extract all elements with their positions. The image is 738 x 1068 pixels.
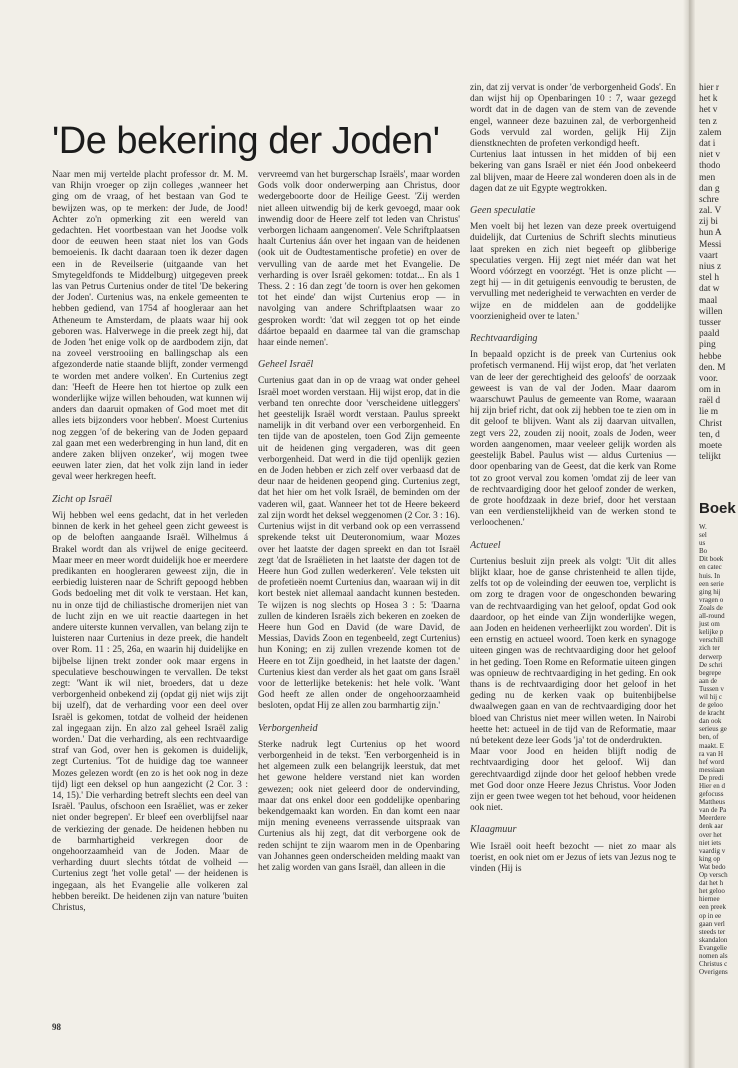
adjacent-page-small-line: wil hij c (699, 692, 722, 701)
adjacent-page-small-line: vaardig v (699, 846, 726, 855)
adjacent-page-line: paald (699, 329, 720, 340)
adjacent-page-line: maal (699, 295, 718, 306)
adjacent-page-heading: Boek (699, 500, 736, 517)
adjacent-page-small-line: van de Pa (699, 806, 727, 815)
adjacent-page-line: dat i (699, 138, 716, 149)
adjacent-page-small-line: derwerp (699, 652, 722, 661)
adjacent-page-line: ping (699, 340, 716, 351)
adjacent-page-line: stel h (699, 273, 720, 284)
adjacent-page-small-line: aan de (699, 676, 718, 685)
subheading-klaagmuur: Klaagmuur (470, 824, 517, 836)
adjacent-page-small-line: W. (699, 523, 707, 531)
adjacent-page-small-line: Mattheus (699, 798, 726, 807)
adjacent-page-small-line: hef word (699, 757, 725, 766)
adjacent-page-small-line: Op versch (699, 871, 728, 880)
adjacent-page-small-line: messiaan (699, 765, 725, 774)
adjacent-page-small-line: gefocuss (699, 790, 724, 799)
adjacent-page-line: lie m (699, 407, 719, 418)
adjacent-page-line: Messi (699, 239, 722, 250)
adjacent-page-small-text (699, 523, 738, 976)
adjacent-page-line: nius z (699, 262, 722, 272)
adjacent-page-line: zij bi (699, 217, 719, 228)
article-column-1 (52, 170, 248, 1000)
adjacent-page-small-line: Meerdere (699, 814, 726, 823)
adjacent-page-small-line: zich ter (699, 644, 720, 653)
adjacent-page-small-line: all-round (699, 612, 725, 621)
adjacent-page-small-line: ben, of (699, 733, 719, 742)
adjacent-page-line: voor. (699, 373, 719, 384)
adjacent-page-small-line: sel (699, 531, 707, 540)
adjacent-page-line: hebbe (699, 351, 722, 362)
adjacent-page-line: zal. V (699, 206, 722, 217)
adjacent-page-small-line: een preek (699, 903, 727, 912)
adjacent-page-small-line: de geloo (699, 701, 723, 710)
adjacent-page-small-line: Hier en d (699, 782, 726, 790)
adjacent-page-small-line: De schri (699, 660, 723, 669)
adjacent-page-small-line: het geloo (699, 887, 725, 896)
adjacent-page-line: vaart (699, 250, 718, 261)
adjacent-page-text (699, 83, 738, 463)
adjacent-page-line: willen (699, 306, 723, 317)
adjacent-page-small-line: dat het h (699, 879, 724, 888)
adjacent-page-small-line: verschill (699, 636, 724, 645)
paragraph: Maar voor Jood en heiden blijft nodig de rechtvaardiging door het geloof. Wij dan gerechtvaardigd zijnde door het geloof hebben vrede met God door onze Heere Jezus Christus. Voor Joden zijn er geen twee wegen tot het behoud, voor heidenen ook niet. (470, 747, 676, 814)
adjacent-page-line: zalem (699, 127, 722, 138)
adjacent-page-small-line: denk aar (699, 822, 723, 831)
paragraph: Men voelt bij het lezen van deze preek overtuigend duidelijk, dat Curtenius de Schrift slechts minutieus laat spreken en zich niet begeeft op glibberige speculaties vergen. Hij zegt niet méér dan wat het Woord vóórzegt en voorzégt. 'Het is onze plicht — zegt hij — in dit getuigenis eenvoudig te berusten, de vervulling met nederigheid te verwachten en verder de wijze en de middelen aan de goddelijke voorzienigheid over te laten.' (470, 222, 676, 322)
adjacent-page-small-line: hiernee (699, 895, 720, 904)
adjacent-page-small-line: Evangelie (699, 943, 727, 952)
paragraph: Wie Israël ooit heeft bezocht — niet zo maar als toerist, en ook niet om er Jezus of iets van Jezus nog te vinden (Hij is (470, 841, 676, 874)
adjacent-page-line: dan g (699, 183, 720, 194)
adjacent-page-small-line: Tussen v (699, 684, 724, 693)
adjacent-page-small-line: steeds ter (699, 927, 726, 936)
adjacent-page-line: den. M (699, 362, 726, 373)
adjacent-page-line: men (699, 172, 716, 183)
adjacent-page-small-line: huis. In (699, 571, 720, 580)
paragraph: In bepaald opzicht is de preek van Curtenius ook profetisch vermanend. Hij wijst erop, dat 'het verlaten van de leer der gerechtigheid des geloofs' de oorzaak geweest is van de val der Joden. Maar daarom waarschuwt Paulus de gemeente van Rome, waaraan hij zijn brief richt, dat ook zij hebben toe te zien om in dit geloof te blijven. Want als zij daarvan uitvallen, zegt vers 22, zouden zij nooit, zoals de Joden, weer worden aangenomen, maar veeleer gelijk worden als geestelijk Babel. Paulus wist — aldus Curtenius — door openbaring van de Geest, dat die kerk van Rome tot zo groot verval zou komen 'omdat zij de leer van de rechtvaardiging door het geloof zonder de werken, de grote hoofdzaak in deze brief, door het verstaan van een verdienstelijkheid van de werken stond te verloochenen.' (470, 350, 676, 529)
adjacent-page-line: raël d (699, 396, 721, 407)
subheading-geen-speculatie: Geen speculatie (470, 205, 536, 217)
adjacent-page-edge (695, 0, 738, 1068)
subheading-zicht-op-israel: Zicht op Israël (52, 493, 112, 505)
paragraph: vervreemd van het burgerschap Israëls', maar worden Gods volk door onderwerping aan Christus, door wedergeboorte door de Heilige Geest. 'Zij werden niet alleen uitwendig bij de kerk gevoegd, maar ook inwendig door de Heere zelf tot leden van Christus' verborgen lichaam aangenomen'. Vele Schriftplaatsen haalt Curtenius áán over het ingaan van de heidenen (ook uit de Oudtestamentische profetie) en over de vervulling van de aarde met het Evangelie. De verharding is over Israël gekomen: totdat... En als 1 Thess. 2 : 16 dan zegt 'de toorn is over hen gekomen tot het einde' dan wijst Curtenius erop — in navolging van andere Schriftplaatsen waar zo gesproken wordt: 'dat wil zeggen tot op het einde dáártoe bepaald en daarmee tal van die gramschap haar einde nemen'. (258, 170, 460, 349)
article-column-3 (470, 83, 676, 993)
subheading-verborgenheid: Verborgenheid (258, 722, 318, 734)
adjacent-page-small-line: Wat bedo (699, 862, 726, 871)
adjacent-page-line: thodo (699, 161, 721, 172)
paragraph: Sterke nadruk legt Curtenius op het woord verborgenheid in de tekst. 'Een verborgenheid is in het algemeen zulk een belangrijk leerstuk, dat met het gewone heldere verstand niet kan worden gewezen; ook niet geleerd door de ondervinding, maar dat ons enkel door een goddelijke openbaring bekendgemaakt kan worden. En dan komt een naar mijn mening eveneens verrassende uitspraak van Curtenius als hij zegt, dat dit verborgene ook de reden schijnt te zijn waarom men in de Openbaring van Johannes geen onderscheiden melding maakt van het zalig worden van gans Israël, dan alleen in die (258, 739, 460, 873)
article-title: 'De bekering der Joden' (52, 120, 440, 162)
adjacent-page-line: tusser (699, 317, 721, 328)
adjacent-page-small-line: serieus ge (699, 725, 727, 734)
adjacent-page-small-line: kelijke p (699, 628, 724, 637)
paragraph: Curtenius besluit zijn preek als volgt: 'Uit dit alles blijkt klaar, hoe de ganse christenheid te allen tijde, zelfs tot op de voleinding der eeuwen toe, verplicht is om zorg te dragen voor de ongeschonden bewaring van de rechtvaardiging van het geloof, opdat God ook daardoor, op het einde van Zijn wonderlijke wegen, aan Joden en heidenen verheerlijkt zou worden'. Dit is een ernstig en actueel woord. Toen kerk en synagoge uiteen gingen was de rechtvaardiging door het geloof in het geding. Toen Rome en Reformatie uiteen gingen was opnieuw de rechtvaardiging in het geding. En ook thans is de rechtvaardiging door het geloof in het geding nu de kerken vaak op buitenbijbelse dwaalwegen gaan en van de rechtvaardiging door het bloed van Christus niet meer willen weten. In Nairobi heette het: actueel in de tijd van de Reformatie, maar nú betekent deze leer Gods 'ja' tot de onderdrukten. (470, 556, 676, 746)
adjacent-page-small-line: op in ee (699, 911, 722, 920)
adjacent-page-line: ten z (699, 116, 717, 127)
adjacent-page-small-line: Dit boek (699, 555, 724, 564)
adjacent-page-small-line: Zoals de (699, 603, 723, 612)
book-gutter (683, 0, 695, 1068)
adjacent-page-small-line: gaan verl (699, 919, 725, 928)
adjacent-page-small-line: Bo (699, 547, 708, 556)
adjacent-page-small-line: skandalon (699, 935, 728, 944)
adjacent-page-small-line: De predi (699, 773, 724, 782)
subheading-rechtvaardiging: Rechtvaardiging (470, 333, 538, 345)
adjacent-page-small-line: ging hij (699, 587, 721, 596)
adjacent-page-line: het v (699, 105, 718, 116)
adjacent-page-line: telijkt (699, 452, 721, 463)
adjacent-page-small-line: Overigens (699, 968, 728, 977)
adjacent-page-line: niet v (699, 150, 721, 161)
adjacent-page-line: Christ (699, 418, 722, 429)
subheading-actueel: Actueel (470, 539, 501, 551)
adjacent-page-small-line: maakt. E (699, 741, 724, 750)
adjacent-page-line: schre (699, 194, 719, 205)
adjacent-page-small-line: nomen als (699, 951, 728, 960)
adjacent-page-line: dat w (699, 284, 720, 295)
adjacent-page-small-line: en catec (699, 563, 722, 572)
adjacent-page-line: hun A (699, 228, 722, 239)
adjacent-page-small-line: just om (699, 620, 720, 629)
adjacent-page-small-line: niet iets (699, 838, 721, 847)
adjacent-page-line: ten, d (699, 429, 720, 440)
adjacent-page-small-line: us (699, 539, 706, 548)
adjacent-page-small-line: de kracht (699, 709, 725, 718)
subheading-geheel-israel: Geheel Israël (258, 359, 314, 371)
adjacent-page-line: moete (699, 441, 722, 451)
paragraph: Curtenius laat intussen in het midden of bij een bekering van gans Israël er niet één Jood onbekeerd zal blijven, maar de Heere zal wonderen doen als in de dagen dat ze uit Egypte wegtrokken. (470, 150, 676, 194)
adjacent-page-small-line: king op (699, 854, 721, 863)
adjacent-page-line: om in (699, 385, 721, 396)
paragraph: Wij hebben wel eens gedacht, dat in het verleden binnen de kerk in het geheel geen zicht geweest is op de beloften aangaande Israël. Wilhelmus á Brakel wordt dan als vrijwel de enige geciteerd. Maar meer en meer wordt duidelijk hoe er meerdere predikanten en hoogleraren geweest zijn, die in eerbiedig luisteren naar de Schrift gepoogd hebben Gods bedoeling met dit volk te verstaan. Het kan, nu in onze tijd de chiliastische dromerijen niet van de lucht zijn en we uit reactie daartegen in het andere uiterste kunnen vervallen, van belang zijn te luisteren naar Curtenius in deze preek, die handelt over Rom. 11 : 25, 26a, en waarin hij duidelijke en bijbelse lijnen trekt zonder ook maar ergens in speculatieve beschouwingen te vervallen. De tekst zegt: 'Want ik wil niet, broeders, dat u deze verborgenheid onbekend zij (opdat gij niet wijs zijt bij uzelf), dat de verharding voor een deel over Israël is gekomen, totdat de volheid der heidenen zal ingegaan zijn. En alzo zal geheel Israël zalig worden.' Dat die verharding, als een rechtvaardige straf van God, over hen is gekomen is duidelijk, zegt Curtenius. 'Tot de huidige dag toe wanneer Mozes gelezen wordt (en zo is het ook nog in deze tijd) ligt een deksel op hun aangezicht (2 Cor. 3 : 14, 15).' Die verharding betreft slechts een deel van Israël. 'Paulus, ofschoon een Israëliet, was er zeker niet onder begrepen'. Er bleef een overblijfsel naar de verkiezing der genade. De heidenen hebben nu de barmhartigheid verkregen door de ongehoorzaamheid van de Joden. Maar de verharding duurt slechts tótdat de volheid — Curtenius zegt 'het volle getal' — der heidenen is ingegaan, als het Evangelie alle volkeren zal hebben bereikt. De heidenen zijn van nature 'buiten Christus, (52, 510, 248, 913)
adjacent-page-small-line: over het (699, 830, 722, 839)
adjacent-page-small-line: dan ook (699, 717, 722, 726)
adjacent-page-small-line: ra van H (699, 749, 724, 758)
adjacent-page-small-line: Christus c (699, 960, 728, 969)
paragraph: Naar men mij vertelde placht professor dr. M. M. van Rhijn vroeger op zijn colleges ,wanneer het ging om de vraag, of het bestaan van God te bewijzen was, op te merken: der Jude, de Jood! Achter zo'n opmerking zit een wereld van gedachten. Het voortbestaan van het Joodse volk door de eeuwen heen staat niet los van Gods bemoeienis. Ik dacht daaraan toen ik dezer dagen een in de Reveilserie (uitgaande van het Smytegeldfonds te Middelburg) uitgegeven preek las van Petrus Curtenius onder de titel 'De bekering der Joden'. Curtenius was, na enkele gemeenten te hebben gediend, van 1754 af hoogleraar aan het Atheneum te Amsterdam, de plaats waar hij ook geboren was. Halverwege in die preek zegt hij, dat de Joden 'het enige volk op de aardbodem zijn, dat na zoveel verstrooiing en ballingschap als een afgezonderde natie staande blijft, zonder vermengd te worden met andere volken'. En Curtenius zegt dan: 'Heeft de Heere hen tot hiertoe op zulk een wonderlijke wijze willen behouden, wat kunnen wij anders dan daaruit opmaken of God moet met dit alles iets bijzonders voor hebben'. Moest Curtenius nog zeggen 'of de bekering van de Joden gepaard zal gaan met een wederbrenging in hun land, dit en andere zaken blijven onzeker', wij mogen twee eeuwen later zien, dat het volk zijn land in ieder geval weer herkregen heeft. (52, 170, 248, 483)
paragraph: zin, dat zij vervat is onder 'de verborgenheid Gods'. En dan wijst hij op Openbaringen 10 : 7, waar gezegd wordt dat in de dagen van de stem van de zevende engel, wanneer deze bazuinen zal, de verborgenheid Gods vervuld zal worden, gelijk Hij Zijn dienstknechten de profeten verkondigd heeft. (470, 83, 676, 150)
page-number: 98 (52, 1022, 61, 1032)
article-column-2 (258, 170, 460, 1000)
adjacent-page-small-line: vragen o (699, 595, 724, 604)
adjacent-page-small-line: begrepe (699, 668, 722, 677)
paragraph: Curtenius gaat dan in op de vraag wat onder geheel Israël moet worden verstaan. Hij wijst erop, dat in die verband ten onrechte door 'verscheidene uitleggers' het geestelijk Israël wordt verstaan. Paulus spreekt namelijk in dit verband over een verborgenheid. En ten tijde van de apostelen, toen God Zijn gemeente uit de heidenen ging vergaderen, was dit geen verborgenheid. Dat werd in die tijd openlijk gezien en de Joden hebben er zich zelf over verbaasd dat de deur naar de heidenen geopend ging. Curtenius zegt, dat het hier om het volk Israël, de beminden om der vaderen wil, gaat. Wanneer het tot de Heere bekeerd zal zijn wordt het deksel weggenomen (2 Cor. 3 : 16). Curtenius wijst in dit verband ook op een verrassend sprekende tekst uit Deuteronomium, waar Mozes over het laatste der dagen spreekt en dan tot Israël zegt 'dat de Israëlieten in het laatste der dagen tot de Heere hun God zullen wederkeren'. Vele teksten uit de profetieën noemt Curtenius dan, waaraan wij in dit kort bestek niet allemaal aandacht kunnen besteden. Te wijzen is nog slechts op Hosea 3 : 5: 'Daarna zullen de kinderen Israëls zich bekeren en zoeken de Heere hun God en David (de ware David, de Messias, Davids Zoon en tegenbeeld, zegt Curtenius) hun Koning; en zij zullen vrezende komen tot de Heere en tot Zijn goedheid, in het laatste der dagen.' Curtenius kiest dan verder als het gaat om gans Israël voor de letterlijke betekenis: het hele volk. 'Want God heeft ze allen onder de ongehoorzaamheid besloten, opdat Hij ze allen zou barmhartig zijn.' (258, 376, 460, 712)
adjacent-page-small-line: een serie (699, 579, 724, 588)
adjacent-page-line: het k (699, 94, 718, 105)
adjacent-page-line: hier r (699, 83, 720, 93)
